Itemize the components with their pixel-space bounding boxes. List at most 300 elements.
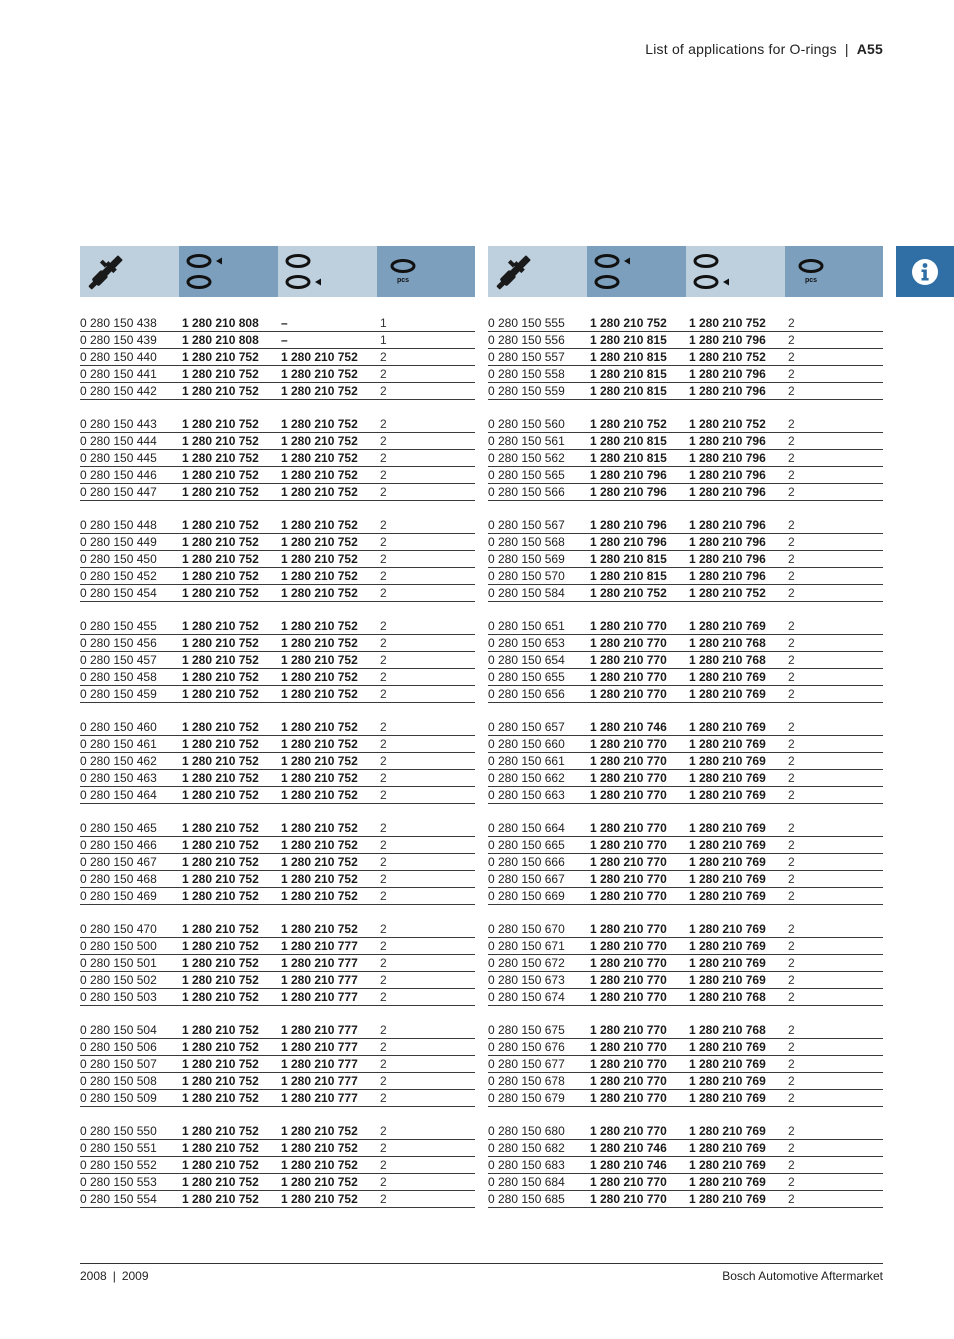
quantity: 2 [380, 653, 387, 667]
upper-oring-number: 1 280 210 770 [590, 1175, 667, 1189]
upper-oring-number: 1 280 210 752 [590, 316, 667, 330]
quantity: 2 [380, 569, 387, 583]
lower-oring-number: 1 280 210 752 [281, 670, 358, 684]
injector-number: 0 280 150 551 [80, 1141, 157, 1155]
lower-oring-number: 1 280 210 796 [689, 367, 766, 381]
upper-oring-number: 1 280 210 770 [590, 939, 667, 953]
table-row [80, 568, 475, 585]
header-upper-oring [179, 246, 278, 297]
table-row [488, 1174, 883, 1191]
quantity: 2 [788, 350, 795, 364]
lower-oring-number: 1 280 210 752 [689, 316, 766, 330]
upper-oring-number: 1 280 210 752 [182, 1141, 259, 1155]
quantity: 2 [788, 838, 795, 852]
injector-number: 0 280 150 441 [80, 367, 157, 381]
quantity: 2 [788, 754, 795, 768]
lower-oring-number: 1 280 210 769 [689, 1040, 766, 1054]
upper-oring-number: 1 280 210 796 [590, 535, 667, 549]
injector-icon [80, 246, 179, 297]
upper-oring-number: 1 280 210 808 [182, 333, 259, 347]
injector-number: 0 280 150 459 [80, 687, 157, 701]
quantity: 2 [380, 417, 387, 431]
injector-number: 0 280 150 506 [80, 1040, 157, 1054]
injector-number: 0 280 150 557 [488, 350, 565, 364]
upper-oring-number: 1 280 210 752 [182, 687, 259, 701]
injector-number: 0 280 150 656 [488, 687, 565, 701]
quantity: 2 [788, 1158, 795, 1172]
table-row [80, 837, 475, 854]
injector-number: 0 280 150 664 [488, 821, 565, 835]
quantity: 2 [380, 1057, 387, 1071]
quantity: 2 [788, 720, 795, 734]
lower-oring-number: 1 280 210 796 [689, 535, 766, 549]
header-lower-oring [278, 246, 377, 297]
quantity: 1 [380, 333, 387, 347]
lower-oring-number: 1 280 210 769 [689, 1141, 766, 1155]
quantity: 2 [788, 956, 795, 970]
table-row [488, 921, 883, 938]
injector-number: 0 280 150 550 [80, 1124, 157, 1138]
upper-oring-number: 1 280 210 752 [182, 956, 259, 970]
upper-oring-number: 1 280 210 752 [182, 1074, 259, 1088]
o-ring-bottom-marked-icon [686, 246, 785, 297]
injector-number: 0 280 150 555 [488, 316, 565, 330]
upper-oring-number: 1 280 210 770 [590, 821, 667, 835]
injector-number: 0 280 150 672 [488, 956, 565, 970]
lower-oring-number: – [281, 316, 288, 330]
upper-oring-number: 1 280 210 752 [182, 788, 259, 802]
upper-oring-number: 1 280 210 752 [182, 889, 259, 903]
upper-oring-number: 1 280 210 752 [182, 417, 259, 431]
lower-oring-number: 1 280 210 752 [281, 737, 358, 751]
injector-number: 0 280 150 466 [80, 838, 157, 852]
quantity: 2 [788, 788, 795, 802]
lower-oring-number: 1 280 210 769 [689, 670, 766, 684]
upper-oring-number: 1 280 210 752 [182, 350, 259, 364]
injector-number: 0 280 150 558 [488, 367, 565, 381]
quantity: 2 [788, 569, 795, 583]
injector-number: 0 280 150 676 [488, 1040, 565, 1054]
injector-number: 0 280 150 446 [80, 468, 157, 482]
footer-year-start: 2008 [80, 1269, 107, 1283]
upper-oring-number: 1 280 210 752 [182, 990, 259, 1004]
upper-oring-number: 1 280 210 752 [182, 586, 259, 600]
lower-oring-number: 1 280 210 777 [281, 939, 358, 953]
lower-oring-number: 1 280 210 752 [281, 720, 358, 734]
lower-oring-number: 1 280 210 777 [281, 973, 358, 987]
row-group [80, 921, 475, 1006]
injector-number: 0 280 150 465 [80, 821, 157, 835]
table-row [80, 854, 475, 871]
quantity: 2 [380, 350, 387, 364]
injector-number: 0 280 150 502 [80, 973, 157, 987]
upper-oring-number: 1 280 210 752 [182, 754, 259, 768]
upper-oring-number: 1 280 210 815 [590, 333, 667, 347]
lower-oring-number: 1 280 210 752 [281, 468, 358, 482]
page-number: A55 [856, 41, 883, 57]
quantity: 2 [380, 619, 387, 633]
left-application-table [80, 246, 475, 1208]
table-row [488, 534, 883, 551]
injector-number: 0 280 150 685 [488, 1192, 565, 1206]
lower-oring-number: 1 280 210 769 [689, 821, 766, 835]
injector-number: 0 280 150 468 [80, 872, 157, 886]
table-row [488, 467, 883, 484]
upper-oring-number: 1 280 210 770 [590, 1040, 667, 1054]
table-row [80, 652, 475, 669]
injector-number: 0 280 150 569 [488, 552, 565, 566]
quantity: 2 [788, 518, 795, 532]
quantity: 2 [788, 636, 795, 650]
table-row [80, 1157, 475, 1174]
table-row [80, 450, 475, 467]
upper-oring-number: 1 280 210 815 [590, 552, 667, 566]
quantity: 2 [788, 451, 795, 465]
injector-number: 0 280 150 682 [488, 1141, 565, 1155]
row-group [80, 416, 475, 501]
quantity: 2 [788, 586, 795, 600]
injector-number: 0 280 150 508 [80, 1074, 157, 1088]
upper-oring-number: 1 280 210 752 [182, 1175, 259, 1189]
table-row [488, 433, 883, 450]
upper-oring-number: 1 280 210 752 [182, 771, 259, 785]
lower-oring-number: 1 280 210 752 [281, 788, 358, 802]
lower-oring-number: 1 280 210 769 [689, 939, 766, 953]
upper-oring-number: 1 280 210 770 [590, 619, 667, 633]
row-group [488, 1022, 883, 1107]
lower-oring-number: 1 280 210 752 [281, 535, 358, 549]
upper-oring-number: 1 280 210 752 [182, 653, 259, 667]
footer-divider [80, 1263, 883, 1264]
lower-oring-number: 1 280 210 777 [281, 1023, 358, 1037]
table-row [488, 1039, 883, 1056]
injector-number: 0 280 150 665 [488, 838, 565, 852]
injector-number: 0 280 150 666 [488, 855, 565, 869]
header-injector [488, 246, 587, 297]
table-row [80, 871, 475, 888]
table-row [80, 433, 475, 450]
table-row [80, 618, 475, 635]
upper-oring-number: 1 280 210 752 [182, 434, 259, 448]
table-row [80, 736, 475, 753]
upper-oring-number: 1 280 210 815 [590, 384, 667, 398]
header-upper-oring [587, 246, 686, 297]
table-row [80, 753, 475, 770]
injector-number: 0 280 150 674 [488, 990, 565, 1004]
table-row [488, 719, 883, 736]
table-row [80, 921, 475, 938]
lower-oring-number: 1 280 210 769 [689, 838, 766, 852]
lower-oring-number: 1 280 210 752 [281, 889, 358, 903]
upper-oring-number: 1 280 210 746 [590, 1141, 667, 1155]
o-ring-top-marked-icon [179, 246, 278, 297]
table-row [488, 1073, 883, 1090]
lower-oring-number: 1 280 210 769 [689, 687, 766, 701]
lower-oring-number: 1 280 210 752 [281, 1124, 358, 1138]
quantity: 2 [788, 973, 795, 987]
quantity: 2 [380, 670, 387, 684]
table-row [80, 955, 475, 972]
table-row [488, 837, 883, 854]
upper-oring-number: 1 280 210 770 [590, 788, 667, 802]
table-row [488, 366, 883, 383]
table-row [80, 686, 475, 703]
table-row [80, 1073, 475, 1090]
table-row [80, 467, 475, 484]
lower-oring-number: 1 280 210 796 [689, 333, 766, 347]
table-body [80, 297, 475, 1208]
table-row [488, 1123, 883, 1140]
lower-oring-number: 1 280 210 752 [281, 569, 358, 583]
header-quantity [377, 246, 475, 297]
injector-number: 0 280 150 449 [80, 535, 157, 549]
quantity: 2 [788, 1091, 795, 1105]
injector-number: 0 280 150 445 [80, 451, 157, 465]
injector-number: 0 280 150 501 [80, 956, 157, 970]
quantity: 2 [380, 518, 387, 532]
quantity: 2 [380, 956, 387, 970]
quantity: 2 [380, 720, 387, 734]
quantity: 2 [380, 434, 387, 448]
lower-oring-number: 1 280 210 752 [281, 922, 358, 936]
lower-oring-number: 1 280 210 752 [281, 417, 358, 431]
upper-oring-number: 1 280 210 752 [182, 468, 259, 482]
row-group [488, 921, 883, 1006]
injector-number: 0 280 150 457 [80, 653, 157, 667]
lower-oring-number: 1 280 210 769 [689, 1074, 766, 1088]
upper-oring-number: 1 280 210 770 [590, 687, 667, 701]
quantity: 2 [788, 821, 795, 835]
injector-number: 0 280 150 669 [488, 889, 565, 903]
upper-oring-number: 1 280 210 808 [182, 316, 259, 330]
lower-oring-number: 1 280 210 777 [281, 1040, 358, 1054]
quantity: 2 [380, 855, 387, 869]
quantity: 2 [788, 670, 795, 684]
upper-oring-number: 1 280 210 815 [590, 350, 667, 364]
pcs-label: pcs [396, 277, 410, 284]
lower-oring-number: 1 280 210 769 [689, 720, 766, 734]
injector-number: 0 280 150 584 [488, 586, 565, 600]
injector-number: 0 280 150 566 [488, 485, 565, 499]
table-row [488, 416, 883, 433]
quantity: 2 [380, 737, 387, 751]
lower-oring-number: 1 280 210 752 [281, 552, 358, 566]
injector-number: 0 280 150 452 [80, 569, 157, 583]
upper-oring-number: 1 280 210 752 [590, 417, 667, 431]
injector-number: 0 280 150 507 [80, 1057, 157, 1071]
quantity: 2 [788, 1124, 795, 1138]
lower-oring-number: 1 280 210 752 [281, 653, 358, 667]
table-row [80, 1022, 475, 1039]
injector-number: 0 280 150 458 [80, 670, 157, 684]
injector-number: 0 280 150 683 [488, 1158, 565, 1172]
o-ring-bottom-marked-icon [278, 246, 377, 297]
row-group [80, 1022, 475, 1107]
quantity: 2 [380, 838, 387, 852]
quantity: 2 [380, 939, 387, 953]
table-row [80, 1056, 475, 1073]
injector-number: 0 280 150 503 [80, 990, 157, 1004]
upper-oring-number: 1 280 210 770 [590, 1091, 667, 1105]
injector-number: 0 280 150 680 [488, 1124, 565, 1138]
injector-number: 0 280 150 562 [488, 451, 565, 465]
table-header [488, 246, 883, 297]
row-group [80, 517, 475, 602]
quantity: 2 [788, 1141, 795, 1155]
quantity: 2 [788, 1023, 795, 1037]
injector-number: 0 280 150 552 [80, 1158, 157, 1172]
table-row [80, 383, 475, 400]
quantity: 2 [788, 552, 795, 566]
table-row [80, 938, 475, 955]
table-row [80, 517, 475, 534]
quantity: 2 [788, 417, 795, 431]
upper-oring-number: 1 280 210 815 [590, 569, 667, 583]
injector-number: 0 280 150 447 [80, 485, 157, 499]
table-row [488, 618, 883, 635]
table-row [80, 585, 475, 602]
lower-oring-number: 1 280 210 769 [689, 922, 766, 936]
quantity: 2 [788, 687, 795, 701]
injector-number: 0 280 150 454 [80, 586, 157, 600]
table-row [80, 1090, 475, 1107]
upper-oring-number: 1 280 210 752 [182, 720, 259, 734]
table-row [488, 652, 883, 669]
row-group [488, 820, 883, 905]
table-row [488, 1157, 883, 1174]
lower-oring-number: 1 280 210 796 [689, 518, 766, 532]
o-ring-top-marked-icon [587, 246, 686, 297]
quantity: 2 [788, 737, 795, 751]
injector-number: 0 280 150 684 [488, 1175, 565, 1189]
lower-oring-number: 1 280 210 752 [281, 687, 358, 701]
table-row [80, 1191, 475, 1208]
upper-oring-number: 1 280 210 752 [182, 922, 259, 936]
lower-oring-number: 1 280 210 769 [689, 973, 766, 987]
quantity: 2 [380, 636, 387, 650]
table-row [80, 315, 475, 332]
table-row [488, 854, 883, 871]
quantity: 2 [788, 1192, 795, 1206]
lower-oring-number: 1 280 210 752 [281, 872, 358, 886]
row-group [488, 1123, 883, 1208]
table-row [488, 635, 883, 652]
footer-year-end: 2009 [121, 1269, 149, 1283]
quantity: 2 [380, 384, 387, 398]
upper-oring-number: 1 280 210 752 [182, 1124, 259, 1138]
lower-oring-number: 1 280 210 769 [689, 872, 766, 886]
table-row [488, 1056, 883, 1073]
upper-oring-number: 1 280 210 796 [590, 485, 667, 499]
lower-oring-number: 1 280 210 769 [689, 1175, 766, 1189]
upper-oring-number: 1 280 210 770 [590, 1124, 667, 1138]
lower-oring-number: 1 280 210 769 [689, 1124, 766, 1138]
injector-number: 0 280 150 440 [80, 350, 157, 364]
quantity: 2 [380, 788, 387, 802]
table-row [488, 1140, 883, 1157]
upper-oring-number: 1 280 210 815 [590, 451, 667, 465]
o-ring-pcs-icon [377, 246, 475, 297]
lower-oring-number: 1 280 210 752 [689, 586, 766, 600]
info-tab[interactable] [896, 246, 954, 297]
quantity: 2 [788, 872, 795, 886]
lower-oring-number: 1 280 210 752 [281, 451, 358, 465]
quantity: 2 [788, 485, 795, 499]
upper-oring-number: 1 280 210 815 [590, 367, 667, 381]
table-row [80, 1039, 475, 1056]
injector-number: 0 280 150 467 [80, 855, 157, 869]
lower-oring-number: 1 280 210 752 [281, 754, 358, 768]
injector-number: 0 280 150 442 [80, 384, 157, 398]
quantity: 2 [788, 468, 795, 482]
upper-oring-number: 1 280 210 770 [590, 636, 667, 650]
upper-oring-number: 1 280 210 770 [590, 838, 667, 852]
upper-oring-number: 1 280 210 752 [182, 451, 259, 465]
injector-number: 0 280 150 469 [80, 889, 157, 903]
upper-oring-number: 1 280 210 770 [590, 855, 667, 869]
quantity: 2 [788, 653, 795, 667]
injector-number: 0 280 150 678 [488, 1074, 565, 1088]
lower-oring-number: 1 280 210 769 [689, 771, 766, 785]
table-row [488, 972, 883, 989]
upper-oring-number: 1 280 210 770 [590, 922, 667, 936]
table-row [80, 669, 475, 686]
row-group [488, 719, 883, 804]
lower-oring-number: 1 280 210 752 [281, 367, 358, 381]
table-row [80, 332, 475, 349]
lower-oring-number: 1 280 210 752 [281, 1141, 358, 1155]
injector-number: 0 280 150 663 [488, 788, 565, 802]
quantity: 2 [380, 754, 387, 768]
quantity: 2 [788, 855, 795, 869]
quantity: 2 [788, 619, 795, 633]
info-icon [910, 257, 940, 287]
header-separator: | [844, 41, 849, 57]
footer-publisher: Bosch Automotive Aftermarket [722, 1269, 883, 1283]
lower-oring-number: 1 280 210 769 [689, 619, 766, 633]
injector-number: 0 280 150 463 [80, 771, 157, 785]
lower-oring-number: 1 280 210 752 [281, 518, 358, 532]
table-row [488, 955, 883, 972]
table-row [80, 989, 475, 1006]
table-row [488, 770, 883, 787]
injector-number: 0 280 150 661 [488, 754, 565, 768]
row-group [488, 315, 883, 400]
injector-number: 0 280 150 461 [80, 737, 157, 751]
quantity: 2 [380, 889, 387, 903]
quantity: 2 [788, 1175, 795, 1189]
row-group [80, 719, 475, 804]
upper-oring-number: 1 280 210 770 [590, 956, 667, 970]
page-header [645, 41, 883, 57]
injector-number: 0 280 150 568 [488, 535, 565, 549]
table-row [488, 820, 883, 837]
quantity: 2 [380, 451, 387, 465]
injector-number: 0 280 150 450 [80, 552, 157, 566]
upper-oring-number: 1 280 210 752 [182, 737, 259, 751]
upper-oring-number: 1 280 210 770 [590, 771, 667, 785]
upper-oring-number: 1 280 210 752 [182, 939, 259, 953]
quantity: 2 [380, 1091, 387, 1105]
quantity: 1 [380, 316, 387, 330]
upper-oring-number: 1 280 210 752 [182, 485, 259, 499]
o-ring-pcs-icon [785, 246, 883, 297]
upper-oring-number: 1 280 210 752 [182, 619, 259, 633]
quantity: 2 [788, 333, 795, 347]
lower-oring-number: 1 280 210 796 [689, 552, 766, 566]
lower-oring-number: 1 280 210 752 [689, 417, 766, 431]
upper-oring-number: 1 280 210 752 [182, 855, 259, 869]
